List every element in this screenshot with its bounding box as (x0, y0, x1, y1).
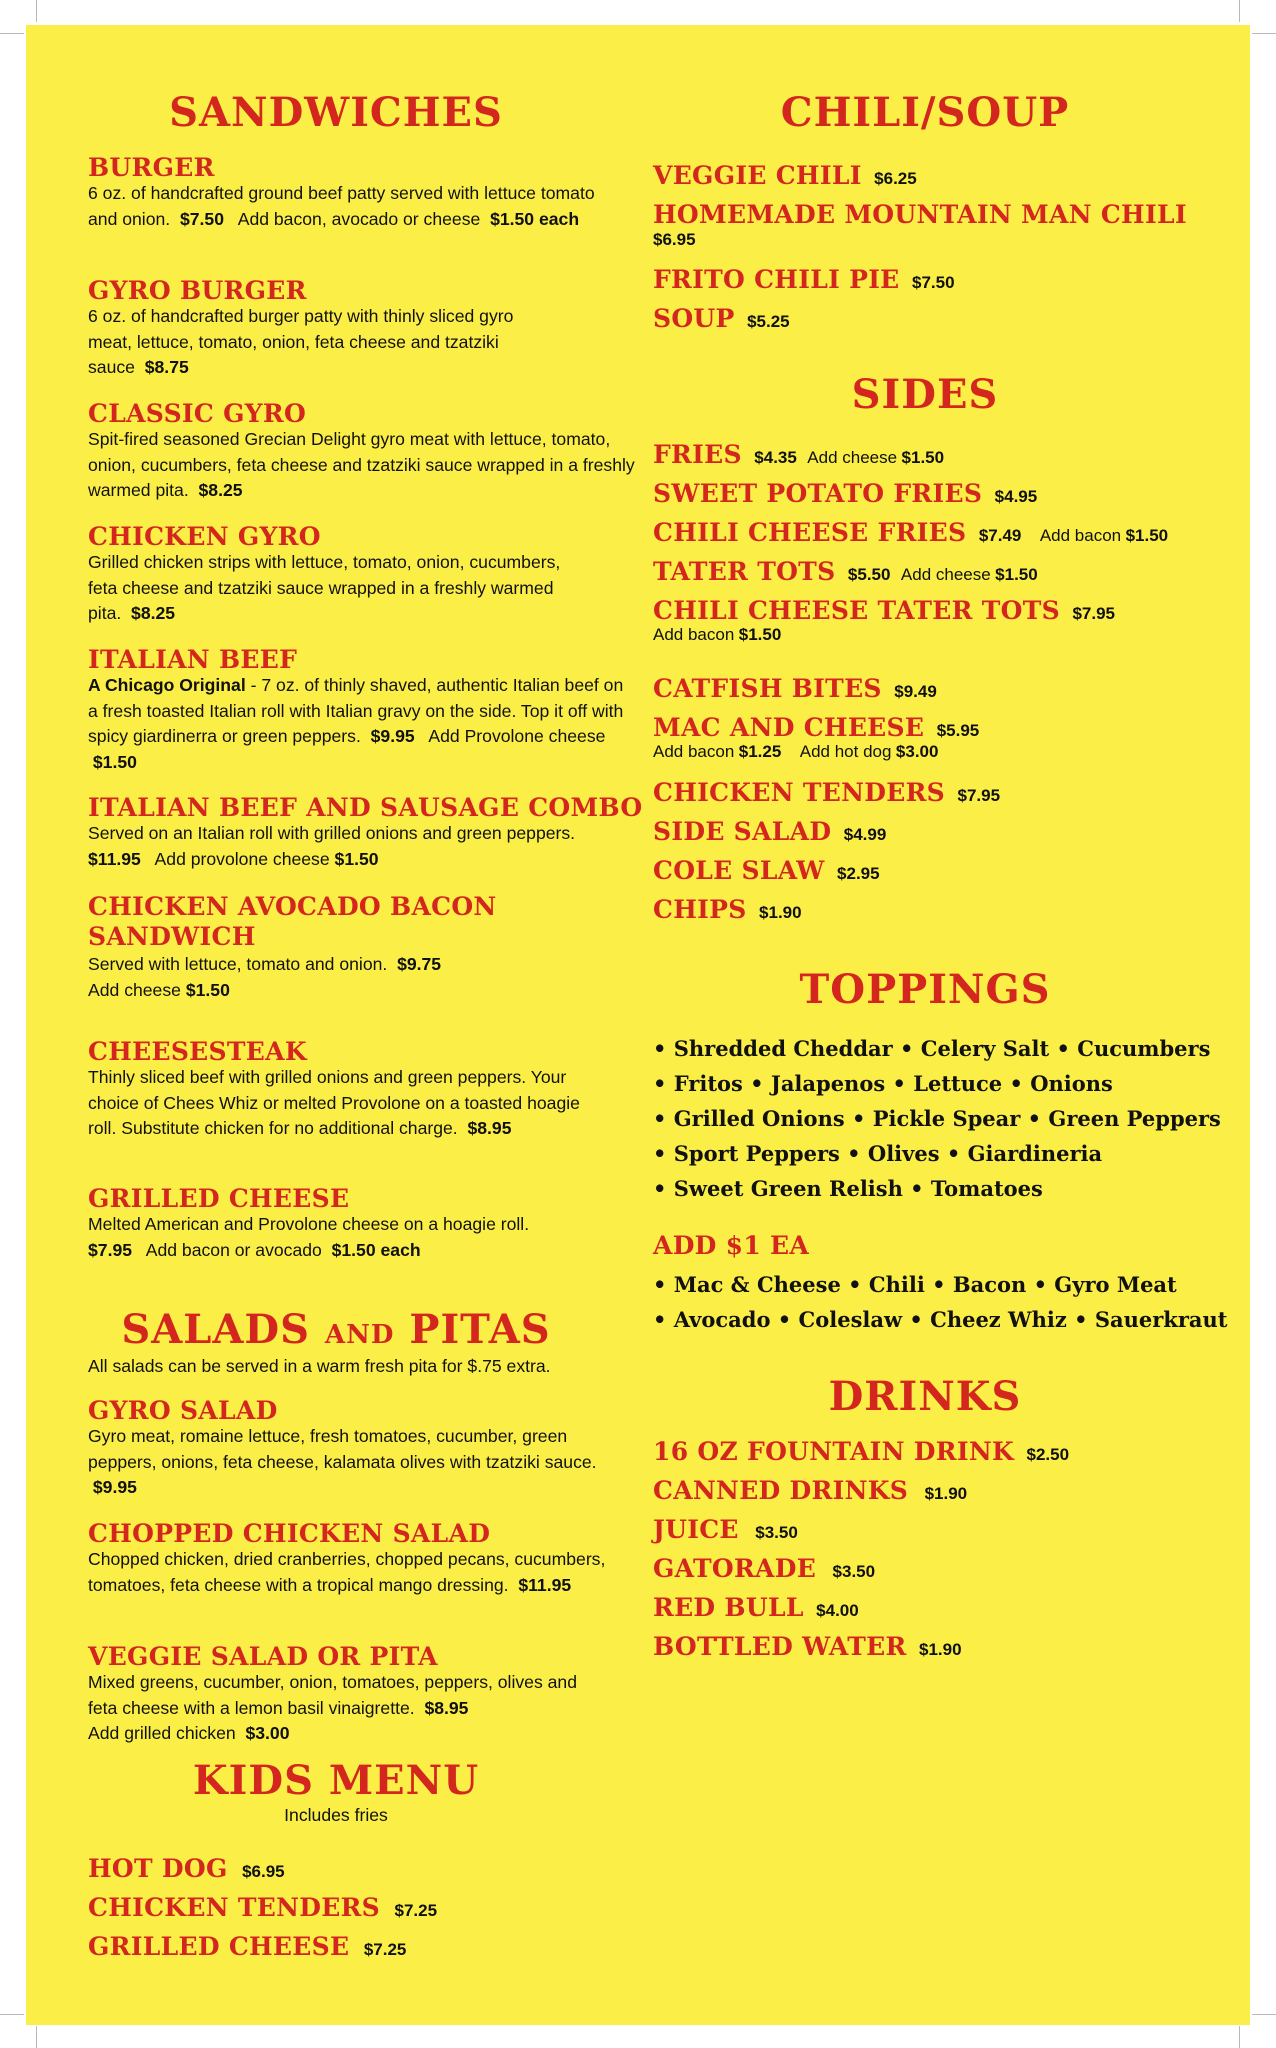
item-description: Gyro meat, romaine lettuce, fresh tomatoes, cucumber, green peppers, onions, feta cheese, kalamata olives with tzatziki sauce. $9.95 (88, 1426, 597, 1498)
item-price: $7.49 (978, 526, 1022, 545)
drink-item-bottled-water (653, 1634, 962, 1660)
sandwiches-title: SANDWICHES (169, 89, 503, 136)
crop-mark (0, 2014, 24, 2015)
item-price: $5.95 (936, 721, 980, 740)
item-price: $2.50 (1026, 1445, 1070, 1464)
item-title: BURGER (88, 153, 215, 182)
item-description: Mixed greens, cucumber, onion, tomatoes, peppers, olives and feta cheese with a lemon basil vinaigrette. $8.95 Add grilled chicken $3.00 (88, 1672, 577, 1744)
crop-mark (0, 33, 24, 34)
item-title: CHILI CHEESE TATER TOTS (653, 596, 1060, 625)
crop-mark (1239, 2026, 1240, 2048)
item-price: $5.25 (747, 312, 790, 331)
side-item-chicken-tenders (653, 780, 1000, 806)
item-price: $7.95 (957, 786, 1001, 805)
item-title: GYRO BURGER (88, 276, 307, 305)
side-item-fries (653, 442, 944, 468)
item-price: $4.00 (816, 1601, 859, 1620)
item-addon: Add cheese (807, 448, 898, 467)
toppings-line: • Grilled Onions • Pickle Spear • Green Peppers (653, 1106, 1221, 1131)
drink-item-juice (653, 1517, 798, 1543)
item-price: $4.99 (843, 825, 887, 844)
toppings-line: • Shredded Cheddar • Celery Salt • Cucumbers (653, 1036, 1211, 1061)
menu-item-chicken-avocado-bacon (88, 892, 508, 1003)
item-price: $4.35 (754, 448, 797, 467)
sides-title: SIDES (851, 371, 999, 418)
item-title: ITALIAN BEEF (88, 645, 298, 674)
side-item-mac-and-cheese (653, 715, 979, 762)
item-title: FRITO CHILI PIE (653, 265, 900, 294)
chili-item-veggie (653, 163, 917, 189)
item-price: $3.50 (755, 1523, 798, 1542)
item-description: 6 oz. of handcrafted burger patty with thinly sliced gyro meat, lettuce, tomato, onion, feta cheese and tzatziki sauce $8.75 (88, 306, 514, 378)
side-item-chips (653, 897, 802, 923)
item-price: $2.95 (837, 864, 880, 883)
chili-item-mountain-man (653, 202, 1187, 250)
chili-item-soup (653, 306, 790, 332)
item-price: $6.25 (874, 169, 917, 188)
item-title: GYRO SALAD (88, 1396, 278, 1425)
side-item-sweet-potato-fries (653, 481, 1037, 507)
toppings-line: • Sport Peppers • Olives • Giardineria (653, 1141, 1103, 1166)
salads-title: SALADS AND PITAS (121, 1306, 551, 1353)
item-title: GRILLED CHEESE (88, 1184, 350, 1213)
item-title: CHICKEN AVOCADO BACON SANDWICH (88, 892, 497, 951)
crop-mark (36, 2026, 37, 2048)
item-description: Grilled chicken strips with lettuce, tomato, onion, cucumbers, feta cheese and tzatziki sauce wrapped in a freshly warmed pita. $8.25 (88, 552, 561, 624)
item-title: MAC AND CHEESE (653, 713, 925, 742)
menu-item-italian-beef (88, 647, 633, 776)
item-price: $3.50 (832, 1562, 876, 1581)
kids-item-grilled-cheese (88, 1934, 406, 1960)
item-title: COLE SLAW (653, 856, 825, 885)
item-title: CHILI CHEESE FRIES (653, 518, 967, 547)
item-title: ITALIAN BEEF AND SAUSAGE COMBO (88, 793, 643, 822)
item-addon-price: $1.50 (738, 625, 782, 645)
chili-soup-title: CHILI/SOUP (780, 89, 1070, 136)
menu-item-classic-gyro (88, 401, 638, 504)
item-title: GATORADE (653, 1554, 817, 1583)
side-item-cole-slaw (653, 858, 880, 884)
item-title: 16 OZ FOUNTAIN DRINK (653, 1437, 1015, 1466)
drink-item-canned (653, 1478, 967, 1504)
add-ons-line: • Mac & Cheese • Chili • Bacon • Gyro Meat (653, 1272, 1177, 1297)
item-title: SIDE SALAD (653, 817, 832, 846)
item-title: CHICKEN GYRO (88, 522, 321, 551)
menu-item-beef-sausage-combo (88, 795, 648, 872)
drink-item-red-bull (653, 1595, 859, 1621)
item-title: JUICE (653, 1515, 739, 1544)
item-description: A Chicago Original - 7 oz. of thinly shaved, authentic Italian beef on a fresh toasted Italian roll with Italian gravy on the side. Top it off with spicy giardinerra or green peppers. $9.95 Add Provolone cheese $1.50 (88, 675, 624, 773)
side-item-chili-cheese-tater-tots (653, 598, 1115, 645)
kids-subtitle: Includes fries (284, 1805, 388, 1825)
toppings-line: • Fritos • Jalapenos • Lettuce • Onions (653, 1071, 1113, 1096)
item-addon-price: $1.25 (738, 742, 782, 762)
item-title: TATER TOTS (653, 557, 836, 586)
drink-item-gatorade (653, 1556, 875, 1582)
item-description: Melted American and Provolone cheese on a hoagie roll. $7.95 Add bacon or avocado $1.50 each (88, 1214, 530, 1260)
crop-mark (1252, 2014, 1276, 2015)
item-title: GRILLED CHEESE (88, 1932, 350, 1961)
item-addon: Add hot dog (799, 742, 892, 762)
kids-item-hot-dog (88, 1856, 285, 1882)
item-title: SWEET POTATO FRIES (653, 479, 983, 508)
crop-mark (1239, 0, 1240, 22)
toppings-list (653, 1031, 1221, 1206)
item-title: HOT DOG (88, 1854, 228, 1883)
side-item-chili-cheese-fries (653, 520, 1168, 546)
item-price: $6.95 (242, 1862, 285, 1881)
side-item-tater-tots (653, 559, 1038, 585)
item-description: Served on an Italian roll with grilled onions and green peppers. $11.95 Add provolone cheese $1.50 (88, 823, 576, 869)
item-title: CHICKEN TENDERS (653, 778, 946, 807)
menu-page (26, 25, 1250, 2025)
item-price: $7.25 (363, 1940, 407, 1959)
item-description: Spit-fired seasoned Grecian Delight gyro meat with lettuce, tomato, onion, cucumbers, feta cheese and tzatziki sauce wrapped in a freshly warmed pita. $8.25 (88, 429, 635, 501)
menu-item-chicken-gyro (88, 524, 588, 627)
item-title: VEGGIE SALAD OR PITA (88, 1642, 438, 1671)
toppings-line: • Sweet Green Relish • Tomatoes (653, 1176, 1043, 1201)
item-addon-price: $3.00 (895, 742, 939, 762)
menu-item-veggie-salad (88, 1644, 608, 1747)
item-title: RED BULL (653, 1593, 804, 1622)
add-one-each-title: ADD $1 EA (653, 1231, 810, 1260)
item-addon: Add cheese (900, 565, 991, 584)
toppings-title: TOPPINGS (799, 966, 1051, 1013)
item-title: SOUP (653, 304, 735, 333)
item-title: CHICKEN TENDERS (88, 1893, 381, 1922)
item-title: CLASSIC GYRO (88, 399, 307, 428)
item-description: Served with lettuce, tomato and onion. $9.75 Add cheese $1.50 (88, 954, 442, 1000)
add-ons-list (653, 1267, 1228, 1337)
item-price: $4.95 (994, 487, 1038, 506)
salads-subtitle: All salads can be served in a warm fresh pita for $.75 extra. (88, 1356, 551, 1376)
item-price: $1.90 (759, 903, 802, 922)
item-title: CANNED DRINKS (653, 1476, 909, 1505)
item-price: $7.25 (394, 1901, 438, 1920)
item-price: $6.95 (653, 230, 696, 250)
item-title: CHIPS (653, 895, 747, 924)
item-title: HOMEMADE MOUNTAIN MAN CHILI (653, 200, 1187, 229)
item-title: VEGGIE CHILI (653, 161, 862, 190)
item-title: CHEESESTEAK (88, 1037, 307, 1066)
item-price: $9.49 (894, 682, 937, 701)
menu-item-burger (88, 155, 608, 232)
side-item-side-salad (653, 819, 886, 845)
item-addon-price: $1.50 (995, 565, 1038, 584)
item-description: Thinly sliced beef with grilled onions and green peppers. Your choice of Chees Whiz or melted Provolone on a toasted hoagie roll. Substitute chicken for no additional charge. $8.95 (88, 1067, 580, 1139)
item-price: $1.90 (919, 1640, 962, 1659)
item-price: $7.95 (1072, 604, 1115, 623)
menu-item-cheesesteak (88, 1039, 608, 1142)
item-price: $1.90 (924, 1484, 968, 1503)
item-description: 6 oz. of handcrafted ground beef patty served with lettuce tomato and onion. $7.50 Add bacon, avocado or cheese $1.50 each (88, 183, 595, 229)
item-price: $7.50 (912, 273, 955, 292)
menu-item-gyro-salad (88, 1398, 608, 1501)
item-price: $5.50 (847, 565, 891, 584)
item-title: BOTTLED WATER (653, 1632, 907, 1661)
item-title: CATFISH BITES (653, 674, 882, 703)
chili-item-frito-pie (653, 267, 955, 293)
menu-item-gyro-burger (88, 278, 543, 381)
drinks-title: DRINKS (828, 1373, 1022, 1420)
item-addon-price: $1.50 (1125, 526, 1169, 545)
side-item-catfish-bites (653, 676, 937, 702)
item-title: FRIES (653, 440, 742, 469)
item-addon: Add bacon (653, 625, 735, 645)
menu-item-grilled-cheese (88, 1186, 608, 1263)
kids-menu-title: KIDS MENU (192, 1757, 480, 1804)
add-ons-line: • Avocado • Coleslaw • Cheez Whiz • Sauerkraut (653, 1307, 1228, 1332)
item-title: CHOPPED CHICKEN SALAD (88, 1519, 491, 1548)
item-addon: Add bacon (653, 742, 735, 762)
item-addon: Add bacon (1039, 526, 1122, 545)
item-description: Chopped chicken, dried cranberries, chopped pecans, cucumbers, tomatoes, feta cheese with a tropical mango dressing. $11.95 (88, 1549, 606, 1595)
kids-item-chicken-tenders (88, 1895, 437, 1921)
crop-mark (1252, 33, 1276, 34)
menu-item-chopped-chicken-salad (88, 1521, 608, 1598)
crop-mark (36, 0, 37, 22)
drink-item-fountain (653, 1439, 1069, 1465)
item-addon-price: $1.50 (901, 448, 945, 467)
